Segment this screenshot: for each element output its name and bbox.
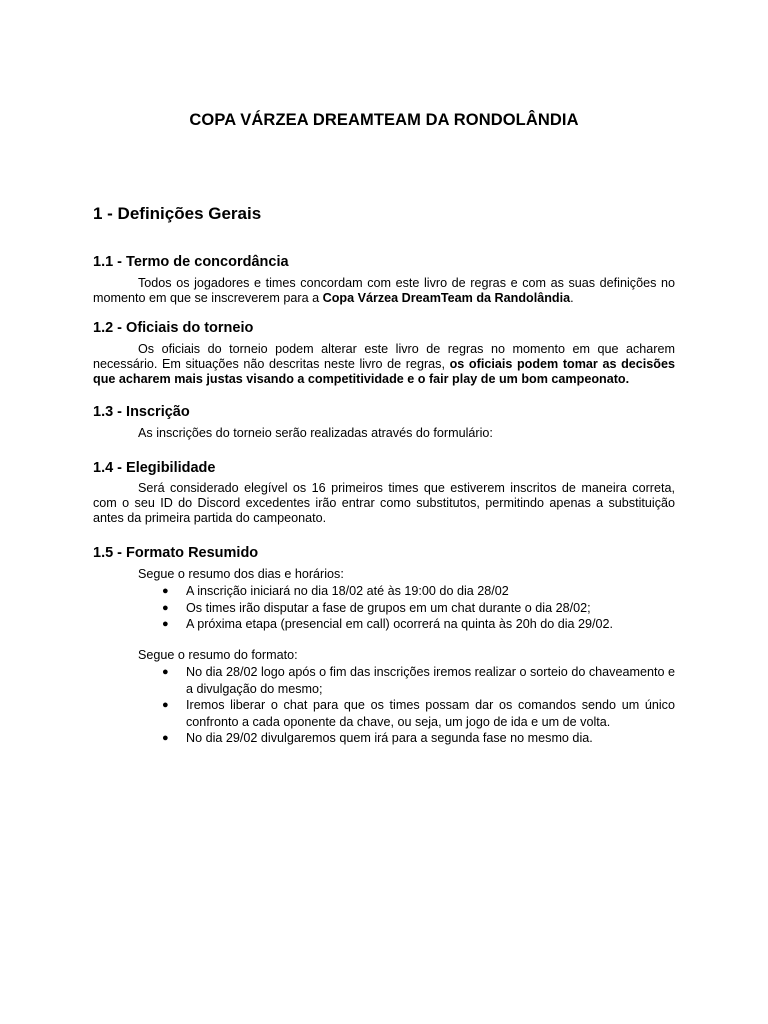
bullet-icon: ● [162,732,169,744]
list-item: ● A inscrição iniciará no dia 18/02 até às 19:00 do dia 28/02 [162,584,509,598]
paragraph-1-4-text: Será considerado elegível os 16 primeiros times que estiverem inscritos de maneira correta, com o seu ID do Discord excedentes irão entrar como substitutos, permitindo apenas a substituição antes da primeira partida do campeonato. [93,481,675,525]
heading-1-4: 1.4 - Elegibilidade [93,460,216,476]
bullet-icon: ● [162,618,169,630]
bullet-icon: ● [162,699,169,711]
bullet-icon: ● [162,601,169,614]
list-item: ● Os times irão disputar a fase de grupos em um chat durante o dia 28/02; [162,600,591,615]
bullet-icon: ● [162,666,169,678]
list-item: ● No dia 29/02 divulgaremos quem irá para a segunda fase no mesmo dia. [162,731,593,745]
document-title: COPA VÁRZEA DREAMTEAM DA RONDOLÂNDIA [189,111,579,129]
paragraph-1-1 [93,276,675,306]
summary-intro-format: Segue o resumo do formato: [138,648,298,662]
paragraph-1-1-bold: Copa Várzea DreamTeam da Randolândia [322,291,571,305]
paragraph-1-4 [93,481,675,526]
paragraph-1-1-text: Todos os jogadores e times concordam com este livro de regras e com as suas definições no momento em que se inscreverem para a [93,276,675,305]
paragraph-1-3: As inscrições do torneio serão realizadas através do formulário: [138,426,493,440]
heading-1-2: 1.2 - Oficiais do torneio [93,320,254,336]
list-item: ● No dia 28/02 logo após o fim das inscrições iremos realizar o sorteio do chaveamento e a divulgação do mesmo; [162,665,675,696]
list-item: ● Iremos liberar o chat para que os times possam dar os comandos sendo um único confronto a cada oponente da chave, ou seja, um jogo de ida e um de volta. [162,698,675,729]
heading-1-1: 1.1 - Termo de concordância [93,254,289,270]
heading-1-3: 1.3 - Inscrição [93,404,190,420]
summary-intro-dates: Segue o resumo dos dias e horários: [138,567,344,581]
section-heading-1: 1 - Definições Gerais [93,204,262,223]
dates-list [138,583,675,633]
paragraph-1-2-bold: os oficiais podem tomar as decisões que acharem mais justas visando a competitividade e o fair play de um bom campeonato. [93,357,675,386]
paragraph-1-2 [93,342,675,387]
list-item: ● A próxima etapa (presencial em call) ocorrerá na quinta às 20h do dia 29/02. [162,617,614,631]
paragraph-1-2-text: Os oficiais do torneio podem alterar este livro de regras no momento em que acharem necessário. Em situações não descritas neste livro de regras, [93,342,675,371]
heading-1-5: 1.5 - Formato Resumido [93,545,259,561]
bullet-icon: ● [162,585,169,597]
paragraph-1-1-end: . [570,291,574,305]
format-list [138,664,675,747]
